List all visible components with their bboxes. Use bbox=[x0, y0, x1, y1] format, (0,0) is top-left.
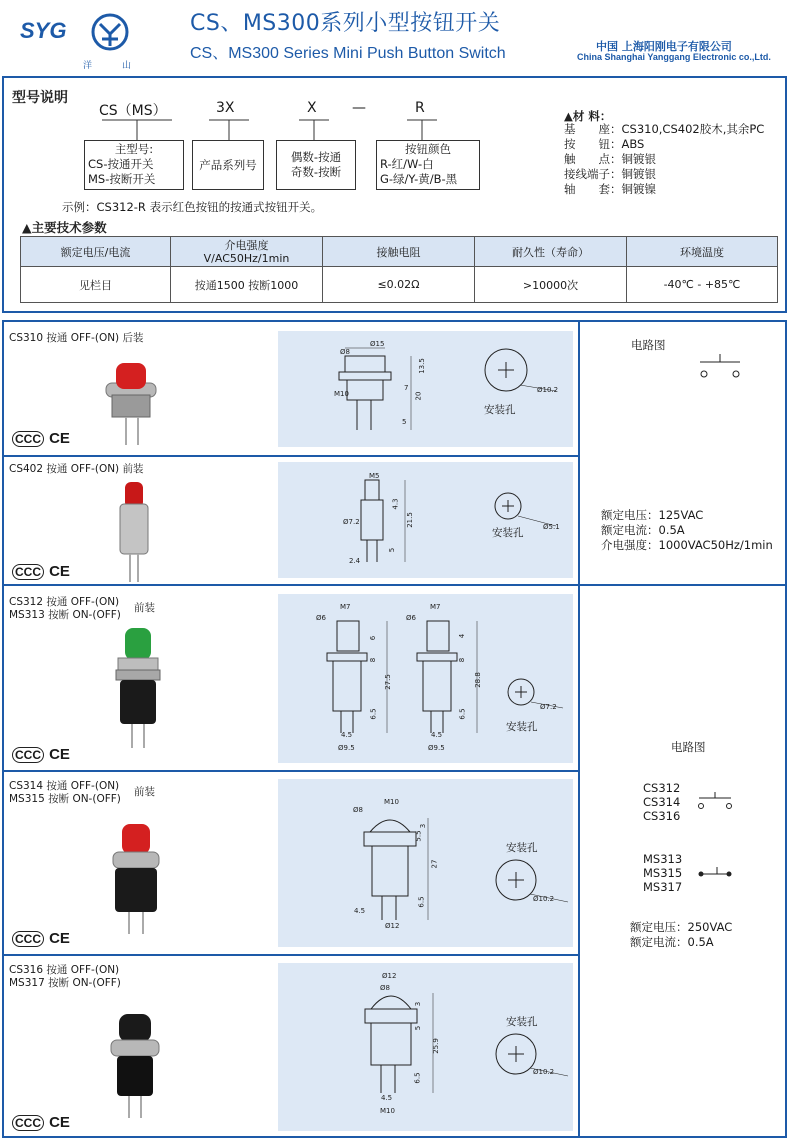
ccc-icon: CCC bbox=[12, 431, 44, 447]
material-key: 接线端子 bbox=[564, 167, 610, 181]
dimension-label: 4.5 bbox=[354, 907, 366, 915]
material-key: 基 座 bbox=[564, 122, 610, 136]
product-label: CS312 按通 OFF-(ON) bbox=[9, 596, 120, 608]
company-name-en: China Shanghai Yanggang Electronic co.,Ltd. bbox=[577, 52, 771, 62]
material-value: ：铜镀银 bbox=[610, 152, 656, 166]
dimension-label: 27 bbox=[430, 859, 439, 869]
dimension-label: M10 bbox=[384, 798, 399, 806]
dielectric-strength: 介电强度：1000VAC50Hz/1min bbox=[601, 538, 773, 552]
dimension-label: Ø15 bbox=[370, 340, 385, 348]
dimension-label: Ø8 bbox=[380, 984, 390, 992]
cert-marks bbox=[12, 744, 70, 763]
dimension-label: 4.5 bbox=[381, 1094, 393, 1102]
hole-diameter: Ø10.2 bbox=[533, 1068, 555, 1076]
mount-hole-icon bbox=[490, 1032, 570, 1082]
product-label: MS315 按断 ON-(OFF) bbox=[9, 793, 121, 805]
dimension-label: 3 bbox=[414, 1001, 423, 1007]
model-code-dash: — bbox=[352, 100, 366, 116]
dimension-label: 7 bbox=[404, 384, 409, 392]
dimension-label: M10 bbox=[380, 1107, 395, 1115]
dimension-label: Ø6 bbox=[406, 614, 416, 622]
material-key: 按 钮 bbox=[564, 137, 610, 151]
color-label: 按钮颜色 bbox=[405, 142, 451, 156]
spec-data-row bbox=[21, 267, 778, 303]
dimension-label: 4.5 bbox=[341, 731, 353, 739]
model-example: 示例：CS312-R 表示红色按钮的按通式按钮开关。 bbox=[62, 200, 323, 214]
main-model-cs: CS-按通开关 bbox=[88, 157, 154, 171]
hole-diameter: Ø7.2 bbox=[540, 703, 557, 711]
material-key: 轴 套 bbox=[564, 182, 610, 196]
dimension-label: M5 bbox=[369, 472, 380, 480]
dimension-label: 13.5 bbox=[417, 358, 426, 374]
model-code-type: X bbox=[307, 100, 317, 116]
dimension-label: 4.5 bbox=[431, 731, 443, 739]
spec-header: 额定电压/电流 bbox=[21, 237, 171, 267]
model-connector-lines bbox=[4, 78, 464, 148]
spec-cell: 按通1500 按断1000 bbox=[171, 267, 323, 303]
hole-diameter: Ø10.2 bbox=[537, 386, 559, 394]
cert-marks bbox=[12, 561, 70, 580]
dimension-label: 8 bbox=[369, 657, 378, 663]
dimension-label: 4 bbox=[458, 633, 467, 639]
type-even: 偶数-按通 bbox=[290, 150, 342, 164]
material-value: ：CS310,CS402胶木,其余PC bbox=[610, 122, 765, 136]
material-row bbox=[564, 167, 764, 182]
product-label: MS313 按断 ON-(OFF) bbox=[9, 609, 121, 621]
dimension-label: Ø7.2 bbox=[343, 518, 360, 526]
material-value: ：铜镀银 bbox=[610, 167, 656, 181]
ce-mark: CE bbox=[49, 1114, 70, 1131]
dimension-label: 6.5 bbox=[417, 896, 426, 908]
mount-type-tag: 前装 bbox=[134, 602, 155, 614]
divider bbox=[2, 455, 580, 457]
dimension-label: 6.5 bbox=[413, 1072, 422, 1084]
dimension-label: M7 bbox=[430, 603, 441, 611]
dimension-label: 25.9 bbox=[431, 1038, 440, 1054]
cs316-switch-image bbox=[105, 1008, 165, 1120]
dimension-label: 2.4 bbox=[349, 557, 361, 565]
model-code-main: CS（MS） bbox=[99, 103, 167, 119]
spec-cell: -40℃ - +85℃ bbox=[627, 267, 778, 303]
spec-cell: >10000次 bbox=[475, 267, 627, 303]
divider bbox=[578, 320, 580, 1138]
product-label: CS402 按通 OFF-(ON) 前装 bbox=[9, 463, 144, 475]
material-value: ：铜镀镍 bbox=[610, 182, 656, 196]
circuit-label: 电路图 bbox=[631, 338, 666, 352]
mount-type-tag: 前装 bbox=[134, 786, 155, 798]
product-label: CS314 按通 OFF-(ON) bbox=[9, 780, 120, 792]
mount-hole-label: 安装孔 bbox=[484, 404, 516, 416]
rated-current: 额定电流：0.5A bbox=[601, 523, 685, 537]
circuit-label: 电路图 bbox=[671, 740, 706, 754]
dimension-label: 21.5 bbox=[405, 512, 414, 528]
ccc-icon: CCC bbox=[12, 1115, 44, 1131]
model-code-color: R bbox=[415, 100, 425, 116]
ccc-icon: CCC bbox=[12, 564, 44, 580]
model-name: CS312 bbox=[643, 781, 681, 795]
spec-header: 耐久性（寿命） bbox=[475, 237, 627, 267]
model-name: MS315 bbox=[643, 866, 683, 880]
dimension-label: Ø9.5 bbox=[338, 744, 355, 752]
button-cap bbox=[116, 363, 146, 389]
cs312-switch-image bbox=[108, 622, 168, 752]
page-header bbox=[0, 0, 789, 72]
cs314-switch-image bbox=[105, 818, 165, 938]
button-cap bbox=[125, 628, 151, 660]
dimension-label: 20 bbox=[414, 391, 423, 401]
series-number-box: 产品系列号 bbox=[192, 140, 264, 190]
materials-list bbox=[564, 122, 764, 197]
dimension-label: M10 bbox=[334, 390, 349, 398]
cs310-switch-image bbox=[96, 355, 166, 450]
material-row bbox=[564, 182, 764, 197]
ccc-icon: CCC bbox=[12, 747, 44, 763]
mount-hole-label: 安装孔 bbox=[492, 527, 524, 539]
spec-cell: ≤0.02Ω bbox=[323, 267, 475, 303]
rated-current: 额定电流：0.5A bbox=[630, 935, 714, 949]
rated-voltage: 额定电压：250VAC bbox=[630, 920, 733, 934]
material-value: ：ABS bbox=[610, 137, 645, 151]
product-label: CS310 按通 OFF-(ON) 后装 bbox=[9, 332, 144, 344]
hole-diameter: Ø10.2 bbox=[533, 895, 555, 903]
dimension-label: 3 bbox=[419, 823, 428, 829]
button-cap bbox=[119, 1014, 151, 1042]
company-name-cn: 中国 上海阳刚电子有限公司 bbox=[596, 40, 732, 53]
ccc-icon: CCC bbox=[12, 931, 44, 947]
material-key: 触 点 bbox=[564, 152, 610, 166]
model-heading: 型号说明 bbox=[12, 90, 68, 106]
ce-mark: CE bbox=[49, 430, 70, 447]
main-model-ms: MS-按断开关 bbox=[88, 172, 156, 186]
dimension-label: 6.5 bbox=[369, 708, 378, 720]
page-title-en: CS、MS300 Series Mini Push Button Switch bbox=[190, 45, 506, 62]
mount-hole-label: 安装孔 bbox=[506, 1016, 538, 1028]
button-cap bbox=[122, 824, 150, 854]
model-name: CS316 bbox=[643, 809, 681, 823]
brand-logo: SYG bbox=[20, 18, 67, 43]
cert-marks bbox=[12, 1112, 70, 1131]
model-name: MS317 bbox=[643, 880, 683, 894]
cert-marks bbox=[12, 928, 70, 947]
spec-header: 环境温度 bbox=[627, 237, 778, 267]
emblem-caption-left: 洋 bbox=[83, 61, 93, 71]
hole-diameter: Ø5.1 bbox=[543, 523, 560, 531]
switch-type-box bbox=[276, 140, 356, 190]
emblem-caption-right: 山 bbox=[122, 61, 132, 71]
spec-header: 接触电阻 bbox=[323, 237, 475, 267]
dimension-label: Ø9.5 bbox=[428, 744, 445, 752]
material-row bbox=[564, 122, 764, 137]
model-name: MS313 bbox=[643, 852, 683, 866]
dimension-label: 4.3 bbox=[391, 498, 400, 510]
dimension-label: M7 bbox=[340, 603, 351, 611]
color-line1: R-红/W-白 bbox=[380, 157, 434, 171]
dimension-label: 5 bbox=[402, 418, 407, 426]
spec-header: 介电强度 V/AC50Hz/1min bbox=[171, 237, 323, 267]
mount-hole-label: 安装孔 bbox=[506, 842, 538, 854]
divider bbox=[2, 954, 580, 956]
button-color-box bbox=[376, 140, 480, 190]
spec-cell: 见栏目 bbox=[21, 267, 171, 303]
model-code-series: 3X bbox=[216, 100, 235, 116]
mount-hole-label: 安装孔 bbox=[506, 721, 538, 733]
product-label: MS317 按断 ON-(OFF) bbox=[9, 977, 121, 989]
model-name: CS314 bbox=[643, 795, 681, 809]
dimension-label: Ø8 bbox=[353, 806, 363, 814]
dimension-label: Ø8 bbox=[340, 348, 350, 356]
dimension-label: 5.5 bbox=[414, 830, 423, 842]
main-model-box bbox=[84, 140, 184, 190]
mount-hole-icon bbox=[490, 858, 570, 908]
color-line2: G-绿/Y-黄/B-黑 bbox=[380, 172, 458, 186]
spec-header-row bbox=[21, 237, 778, 267]
normally-closed-circuit-icon bbox=[696, 350, 746, 380]
dimension-label: 8 bbox=[458, 657, 467, 663]
dimension-label: 5 bbox=[414, 1025, 423, 1031]
page-title-cn: CS、MS300系列小型按钮开关 bbox=[190, 11, 501, 36]
rated-voltage: 额定电压：125VAC bbox=[601, 508, 704, 522]
spec-table bbox=[20, 236, 778, 303]
product-label: CS316 按通 OFF-(ON) bbox=[9, 964, 120, 976]
type-odd: 奇数-按断 bbox=[290, 165, 342, 179]
dimension-label: 5 bbox=[388, 547, 397, 553]
dimension-label: Ø12 bbox=[385, 922, 400, 930]
ce-mark: CE bbox=[49, 563, 70, 580]
dimension-label: 27.5 bbox=[383, 674, 392, 690]
dimension-label: 6.5 bbox=[458, 708, 467, 720]
normally-closed-switch-icon bbox=[695, 864, 735, 882]
main-model-label: 主型号: bbox=[114, 142, 154, 156]
company-emblem-icon bbox=[90, 12, 130, 56]
normally-open-circuit-icon bbox=[695, 790, 735, 812]
dimension-label: Ø12 bbox=[382, 972, 397, 980]
cs316-drawing bbox=[355, 975, 455, 1115]
ce-mark: CE bbox=[49, 746, 70, 763]
materials-title: ▲材 料： bbox=[564, 109, 612, 123]
ce-mark: CE bbox=[49, 930, 70, 947]
material-row bbox=[564, 137, 764, 152]
material-row bbox=[564, 152, 764, 167]
specs-heading: ▲主要技术参数 bbox=[22, 220, 107, 235]
dimension-label: Ø6 bbox=[316, 614, 326, 622]
cert-marks bbox=[12, 428, 70, 447]
divider bbox=[2, 770, 580, 772]
cs402-switch-image bbox=[110, 476, 160, 586]
dimension-label: 6 bbox=[369, 635, 378, 641]
dimension-label: 28.8 bbox=[473, 672, 482, 688]
